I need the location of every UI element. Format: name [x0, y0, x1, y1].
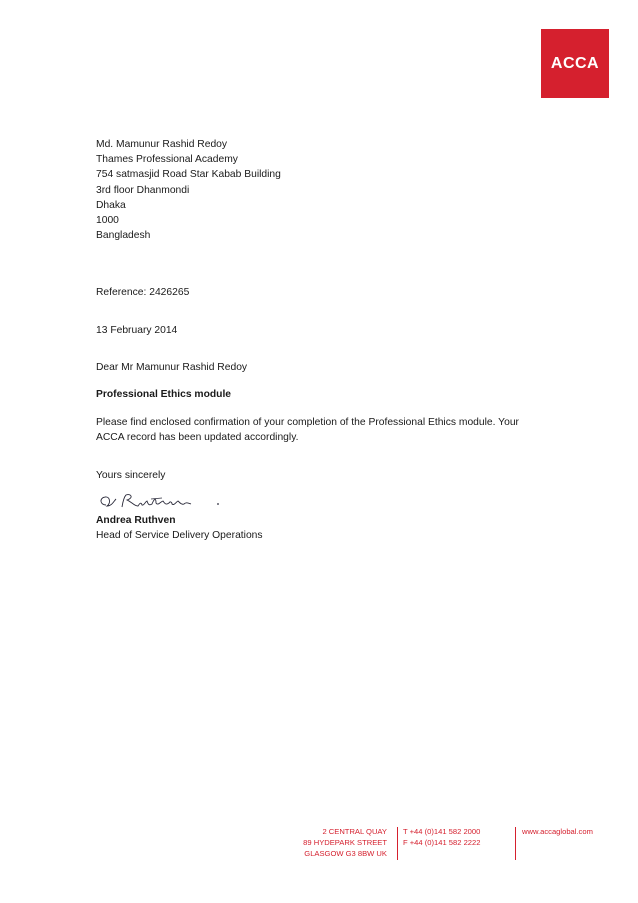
footer-address-line: 2 CENTRAL QUAY — [322, 827, 387, 836]
acca-logo-text: ACCA — [550, 54, 600, 72]
recipient-line: Md. Mamunur Rashid Redoy — [96, 139, 228, 150]
footer-divider — [515, 827, 516, 860]
footer-website: www.accaglobal.com — [522, 827, 593, 836]
recipient-line: Thames Professional Academy — [96, 154, 238, 166]
letter-date: 13 February 2014 — [96, 324, 178, 336]
footer-address-line: 89 HYDEPARK STREET — [303, 837, 387, 847]
footer-fax-line: F +44 (0)141 582 2222 — [403, 837, 481, 847]
salutation: Dear Mr Mamunur Rashid Redoy — [96, 361, 248, 373]
handwritten-signature — [96, 491, 226, 513]
reference-number: Reference: 2426265 — [96, 287, 190, 299]
letter-body — [96, 137, 536, 543]
footer-phone-line: T +44 (0)141 582 2000 — [403, 827, 481, 836]
recipient-line: 1000 — [96, 215, 119, 227]
letter-subject: Professional Ethics module — [96, 389, 232, 401]
acca-logo — [541, 29, 609, 98]
footer-address-line: GLASGOW G3 8BW UK — [304, 848, 387, 858]
signer-name: Andrea Ruthven — [96, 514, 176, 526]
recipient-line: Dhaka — [96, 199, 126, 211]
recipient-line: 754 satmasjid Road Star Kabab Building — [96, 169, 281, 181]
letter-paragraph: Please find enclosed confirmation of your completion of the Professional Ethics module. Your ACCA record has been updated accordingly. — [96, 417, 519, 444]
closing: Yours sincerely — [96, 469, 166, 481]
recipient-line: 3rd floor Dhanmondi — [96, 184, 190, 196]
footer-address — [290, 827, 387, 859]
footer-divider — [397, 827, 398, 860]
recipient-address — [96, 137, 536, 243]
recipient-line: Bangladesh — [96, 230, 151, 242]
footer-phones — [403, 827, 480, 849]
letterhead-footer — [290, 827, 620, 867]
signer-title: Head of Service Delivery Operations — [96, 530, 263, 542]
